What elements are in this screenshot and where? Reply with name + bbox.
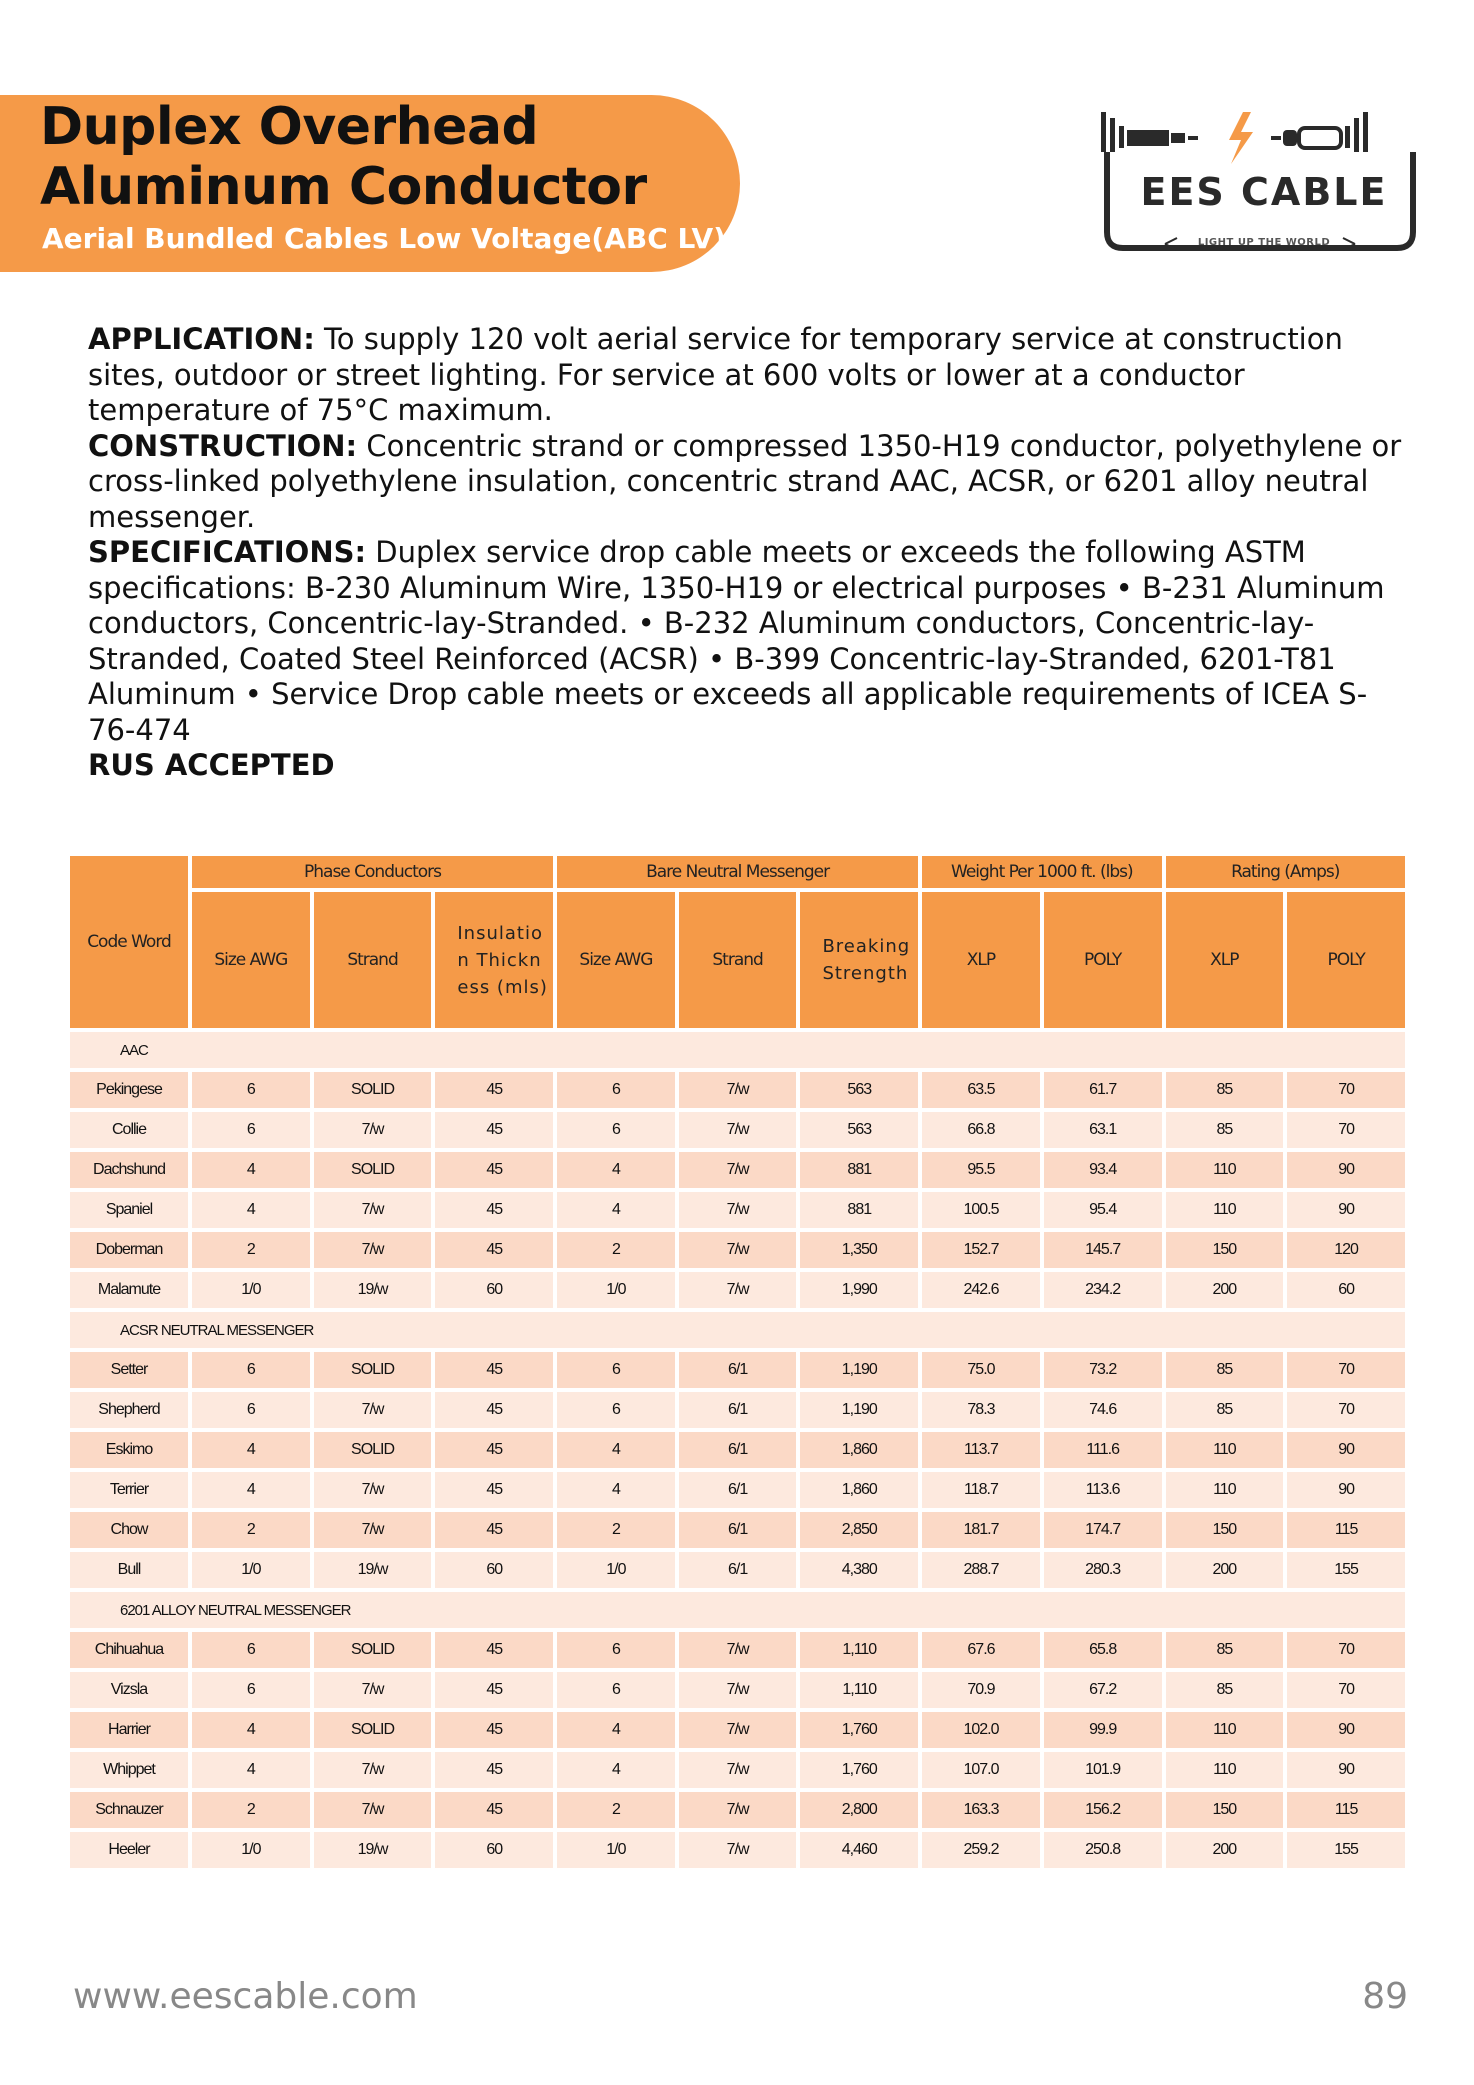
neutral-size-cell: 6 [557,1112,675,1148]
neutral-size-cell: 4 [557,1752,675,1788]
phase-strand-cell: 7/w [314,1232,432,1268]
phase-strand-header: Strand [314,892,432,1028]
phase-size-cell: 6 [192,1672,310,1708]
neutral-strand-cell: 7/w [679,1232,797,1268]
rating-poly-cell: 70 [1287,1632,1405,1668]
neutral-strand-cell: 7/w [679,1712,797,1748]
phase-size-cell: 2 [192,1512,310,1548]
insulation-cell: 45 [435,1152,553,1188]
rus-accepted-label: RUS ACCEPTED [88,748,335,782]
phase-strand-cell: 7/w [314,1192,432,1228]
breaking-strength-cell: 1,760 [800,1712,918,1748]
code-word-cell: Malamute [70,1272,188,1308]
group-header-row [70,856,1405,888]
neutral-strand-cell: 7/w [679,1152,797,1188]
insulation-cell: 45 [435,1432,553,1468]
breaking-strength-cell: 1,350 [800,1232,918,1268]
phase-size-cell: 4 [192,1752,310,1788]
rus-accepted [88,748,1408,784]
breaking-strength-cell: 1,860 [800,1472,918,1508]
neutral-size-cell: 4 [557,1192,675,1228]
application-text: To supply 120 volt aerial service for temporary service at construction sites, outdoor or street lighting. For service at 600 volts or lower at a conductor temperature of 75°C maximum. [88,322,1343,427]
rating-xlp-cell: 110 [1166,1432,1284,1468]
rating-poly-cell: 90 [1287,1712,1405,1748]
phase-size-cell: 6 [192,1072,310,1108]
phase-conductors-header: Phase Conductors [192,856,553,888]
neutral-size-cell: 1/0 [557,1552,675,1588]
section-row [70,1312,1405,1348]
rating-poly-cell: 115 [1287,1512,1405,1548]
rating-poly-cell: 155 [1287,1552,1405,1588]
phase-strand-cell: SOLID [314,1712,432,1748]
neutral-size-cell: 6 [557,1672,675,1708]
neutral-size-cell: 2 [557,1232,675,1268]
weight-poly-cell: 111.6 [1044,1432,1162,1468]
code-word-cell: Heeler [70,1832,188,1868]
table-row [70,1232,1405,1268]
neutral-size-cell: 1/0 [557,1272,675,1308]
phase-size-cell: 1/0 [192,1272,310,1308]
phase-strand-cell: 7/w [314,1792,432,1828]
neutral-size-cell: 6 [557,1072,675,1108]
insulation-cell: 45 [435,1472,553,1508]
neutral-size-cell: 4 [557,1712,675,1748]
code-word-header: Code Word [70,856,188,1028]
code-word-cell: Bull [70,1552,188,1588]
phase-strand-cell: SOLID [314,1152,432,1188]
rating-xlp-cell: 200 [1166,1552,1284,1588]
insulation-cell: 45 [435,1072,553,1108]
footer-website: www.eescable.com [73,1976,418,2017]
weight-xlp-cell: 95.5 [922,1152,1040,1188]
rating-xlp-cell: 85 [1166,1352,1284,1388]
weight-poly-cell: 95.4 [1044,1192,1162,1228]
page-title [40,97,647,217]
phase-size-cell: 4 [192,1432,310,1468]
weight-xlp-cell: 75.0 [922,1352,1040,1388]
code-word-cell: Shepherd [70,1392,188,1428]
weight-xlp-cell: 107.0 [922,1752,1040,1788]
rating-header: Rating (Amps) [1166,856,1406,888]
neutral-strand-cell: 7/w [679,1832,797,1868]
breaking-strength-cell: 1,760 [800,1752,918,1788]
table-row [70,1192,1405,1228]
rating-xlp-cell: 150 [1166,1792,1284,1828]
rating-xlp-cell: 110 [1166,1152,1284,1188]
neutral-size-cell: 1/0 [557,1832,675,1868]
specifications-label: SPECIFICATIONS: [88,535,367,569]
table-row [70,1472,1405,1508]
rating-poly-header: POLY [1287,892,1405,1028]
code-word-cell: Dachshund [70,1152,188,1188]
weight-xlp-cell: 78.3 [922,1392,1040,1428]
neutral-strand-cell: 7/w [679,1792,797,1828]
neutral-strand-cell: 7/w [679,1072,797,1108]
code-word-cell: Schnauzer [70,1792,188,1828]
phase-size-cell: 2 [192,1792,310,1828]
rating-xlp-cell: 200 [1166,1272,1284,1308]
phase-size-cell: 6 [192,1352,310,1388]
phase-strand-cell: 19/w [314,1832,432,1868]
section-row [70,1592,1405,1628]
phase-strand-cell: SOLID [314,1072,432,1108]
neutral-strand-cell: 7/w [679,1192,797,1228]
bare-neutral-header: Bare Neutral Messenger [557,856,918,888]
phase-strand-cell: 7/w [314,1472,432,1508]
neutral-strand-cell: 7/w [679,1672,797,1708]
table-row [70,1512,1405,1548]
neutral-size-cell: 4 [557,1432,675,1468]
neutral-size-cell: 2 [557,1512,675,1548]
rating-poly-cell: 155 [1287,1832,1405,1868]
construction-paragraph [88,429,1408,536]
code-word-cell: Terrier [70,1472,188,1508]
breaking-strength-cell: 2,800 [800,1792,918,1828]
weight-poly-cell: 280.3 [1044,1552,1162,1588]
weight-xlp-cell: 288.7 [922,1552,1040,1588]
table-row [70,1792,1405,1828]
code-word-cell: Eskimo [70,1432,188,1468]
phase-strand-cell: 19/w [314,1272,432,1308]
rating-poly-cell: 70 [1287,1352,1405,1388]
neutral-size-header: Size AWG [557,892,675,1028]
rating-xlp-cell: 150 [1166,1232,1284,1268]
phase-size-cell: 6 [192,1112,310,1148]
neutral-strand-cell: 6/1 [679,1512,797,1548]
phase-size-cell: 1/0 [192,1832,310,1868]
phase-strand-cell: SOLID [314,1352,432,1388]
breaking-strength-cell: 1,110 [800,1632,918,1668]
weight-xlp-cell: 67.6 [922,1632,1040,1668]
rating-xlp-cell: 110 [1166,1192,1284,1228]
weight-poly-cell: 73.2 [1044,1352,1162,1388]
insulation-cell: 45 [435,1632,553,1668]
weight-xlp-cell: 163.3 [922,1792,1040,1828]
rating-xlp-header: XLP [1166,892,1284,1028]
insulation-cell: 45 [435,1192,553,1228]
neutral-size-cell: 2 [557,1792,675,1828]
phase-strand-cell: 7/w [314,1112,432,1148]
code-word-cell: Setter [70,1352,188,1388]
breaking-strength-cell: 881 [800,1152,918,1188]
insulation-cell: 45 [435,1672,553,1708]
weight-poly-cell: 61.7 [1044,1072,1162,1108]
neutral-strand-cell: 6/1 [679,1392,797,1428]
breaking-strength-cell: 1,990 [800,1272,918,1308]
breaking-strength-cell: 881 [800,1192,918,1228]
section-label: AAC [70,1032,1405,1068]
application-paragraph [88,322,1408,429]
phase-size-cell: 6 [192,1392,310,1428]
weight-xlp-cell: 102.0 [922,1712,1040,1748]
page-number: 89 [1362,1976,1408,2017]
rating-poly-cell: 70 [1287,1072,1405,1108]
neutral-strand-cell: 7/w [679,1632,797,1668]
breaking-strength-cell: 563 [800,1072,918,1108]
table-row [70,1632,1405,1668]
insulation-cell: 60 [435,1272,553,1308]
weight-poly-cell: 250.8 [1044,1832,1162,1868]
phase-strand-cell: 19/w [314,1552,432,1588]
phase-size-cell: 1/0 [192,1552,310,1588]
phase-strand-cell: 7/w [314,1672,432,1708]
code-word-cell: Chihuahua [70,1632,188,1668]
weight-xlp-cell: 181.7 [922,1512,1040,1548]
section-row [70,1032,1405,1068]
rating-xlp-cell: 85 [1166,1672,1284,1708]
weight-xlp-cell: 118.7 [922,1472,1040,1508]
insulation-cell: 45 [435,1792,553,1828]
neutral-strand-header: Strand [679,892,797,1028]
specifications-table-wrapper [70,852,1413,1872]
neutral-strand-cell: 6/1 [679,1552,797,1588]
section-label: 6201 ALLOY NEUTRAL MESSENGER [70,1592,1405,1628]
product-description [88,322,1408,784]
rating-poly-cell: 90 [1287,1152,1405,1188]
phase-size-cell: 4 [192,1712,310,1748]
neutral-size-cell: 6 [557,1392,675,1428]
rating-poly-cell: 90 [1287,1752,1405,1788]
neutral-size-cell: 6 [557,1632,675,1668]
specifications-text: Duplex service drop cable meets or exceeds the following ASTM specifications: B-230 Aluminum Wire, 1350-H19 or electrical purposes • B-231 Aluminum conductors, Concentric-lay-Stranded. • B-232 Aluminum conductors, Concentric-lay-Stranded, Coated Steel Reinforced (ACSR) • B-399 Concentric-lay-Stranded, 6201-T81 Aluminum • Service Drop cable meets or exceeds all applicable requirements of ICEA S-76-474 [88,535,1385,747]
rating-poly-cell: 90 [1287,1432,1405,1468]
phase-strand-cell: 7/w [314,1752,432,1788]
page-subtitle: Aerial Bundled Cables Low Voltage(ABC LV) [42,222,726,255]
weight-poly-cell: 234.2 [1044,1272,1162,1308]
phase-size-cell: 2 [192,1232,310,1268]
neutral-size-cell: 4 [557,1152,675,1188]
rating-poly-cell: 120 [1287,1232,1405,1268]
title-line-2: Aluminum Conductor [40,157,647,217]
construction-text: Concentric strand or compressed 1350-H19 conductor, polyethylene or cross-linked polyethylene insulation, concentric strand AAC, ACSR, or 6201 alloy neutral messenger. [88,428,1402,534]
weight-xlp-cell: 259.2 [922,1832,1040,1868]
table-row [70,1832,1405,1868]
code-word-cell: Whippet [70,1752,188,1788]
table-row [70,1752,1405,1788]
table-row [70,1072,1405,1108]
breaking-strength-cell: 2,850 [800,1512,918,1548]
weight-xlp-cell: 70.9 [922,1672,1040,1708]
weight-poly-cell: 74.6 [1044,1392,1162,1428]
insulation-cell: 45 [435,1512,553,1548]
insulation-cell: 60 [435,1832,553,1868]
insulation-cell: 45 [435,1392,553,1428]
weight-xlp-cell: 63.5 [922,1072,1040,1108]
neutral-strand-cell: 6/1 [679,1352,797,1388]
neutral-strand-cell: 7/w [679,1752,797,1788]
specifications-table [66,852,1409,1872]
code-word-cell: Spaniel [70,1192,188,1228]
rating-xlp-cell: 110 [1166,1752,1284,1788]
neutral-strand-cell: 7/w [679,1272,797,1308]
title-line-1: Duplex Overhead [40,97,539,157]
breaking-strength-header: Breaking Strength [800,892,918,1028]
insulation-cell: 45 [435,1352,553,1388]
neutral-size-cell: 4 [557,1472,675,1508]
rating-xlp-cell: 85 [1166,1392,1284,1428]
insulation-cell: 45 [435,1752,553,1788]
rating-poly-cell: 90 [1287,1192,1405,1228]
table-row [70,1432,1405,1468]
weight-xlp-header: XLP [922,892,1040,1028]
rating-xlp-cell: 110 [1166,1712,1284,1748]
phase-strand-cell: SOLID [314,1432,432,1468]
weight-poly-cell: 67.2 [1044,1672,1162,1708]
weight-poly-cell: 174.7 [1044,1512,1162,1548]
breaking-strength-cell: 1,190 [800,1392,918,1428]
phase-size-header: Size AWG [192,892,310,1028]
insulation-thickness-header: Insulation Thickness (mls) [435,892,553,1028]
weight-poly-cell: 63.1 [1044,1112,1162,1148]
application-label: APPLICATION: [88,322,315,356]
rating-xlp-cell: 85 [1166,1632,1284,1668]
weight-poly-cell: 65.8 [1044,1632,1162,1668]
breaking-strength-cell: 1,110 [800,1672,918,1708]
phase-size-cell: 4 [192,1472,310,1508]
breaking-strength-cell: 1,860 [800,1432,918,1468]
insulation-cell: 45 [435,1712,553,1748]
phase-strand-cell: 7/w [314,1512,432,1548]
neutral-strand-cell: 6/1 [679,1472,797,1508]
weight-xlp-cell: 242.6 [922,1272,1040,1308]
phase-size-cell: 6 [192,1632,310,1668]
section-label: ACSR NEUTRAL MESSENGER [70,1312,1405,1348]
company-logo [1095,100,1425,260]
phase-size-cell: 4 [192,1192,310,1228]
table-row [70,1672,1405,1708]
weight-poly-cell: 113.6 [1044,1472,1162,1508]
weight-poly-cell: 101.9 [1044,1752,1162,1788]
logo-tagline: LIGHT UP THE WORLD [1197,237,1331,248]
table-row [70,1352,1405,1388]
rating-poly-cell: 70 [1287,1392,1405,1428]
code-word-cell: Vizsla [70,1672,188,1708]
weight-poly-cell: 99.9 [1044,1712,1162,1748]
phase-strand-cell: SOLID [314,1632,432,1668]
specifications-paragraph [88,535,1408,748]
weight-poly-cell: 156.2 [1044,1792,1162,1828]
weight-xlp-cell: 113.7 [922,1432,1040,1468]
rating-xlp-cell: 110 [1166,1472,1284,1508]
table-row [70,1152,1405,1188]
insulation-cell: 45 [435,1232,553,1268]
table-row [70,1392,1405,1428]
neutral-size-cell: 6 [557,1352,675,1388]
rating-xlp-cell: 150 [1166,1512,1284,1548]
rating-poly-cell: 70 [1287,1112,1405,1148]
insulation-cell: 60 [435,1552,553,1588]
breaking-strength-cell: 4,380 [800,1552,918,1588]
phase-size-cell: 4 [192,1152,310,1188]
breaking-strength-cell: 4,460 [800,1832,918,1868]
code-word-cell: Pekingese [70,1072,188,1108]
weight-xlp-cell: 152.7 [922,1232,1040,1268]
rating-poly-cell: 90 [1287,1472,1405,1508]
table-body [70,1032,1405,1868]
weight-poly-cell: 93.4 [1044,1152,1162,1188]
sub-header-row [70,892,1405,1028]
table-row [70,1112,1405,1148]
logo-wordmark: EES CABLE [1140,170,1388,214]
neutral-strand-cell: 7/w [679,1112,797,1148]
rating-xlp-cell: 200 [1166,1832,1284,1868]
weight-xlp-cell: 66.8 [922,1112,1040,1148]
table-row [70,1712,1405,1748]
rating-poly-cell: 115 [1287,1792,1405,1828]
table-row [70,1272,1405,1308]
rating-poly-cell: 60 [1287,1272,1405,1308]
weight-poly-header: POLY [1044,892,1162,1028]
code-word-cell: Doberman [70,1232,188,1268]
table-row [70,1552,1405,1588]
weight-xlp-cell: 100.5 [922,1192,1040,1228]
weight-header: Weight Per 1000 ft. (lbs) [922,856,1161,888]
code-word-cell: Chow [70,1512,188,1548]
breaking-strength-cell: 1,190 [800,1352,918,1388]
code-word-cell: Collie [70,1112,188,1148]
rating-xlp-cell: 85 [1166,1112,1284,1148]
weight-poly-cell: 145.7 [1044,1232,1162,1268]
neutral-strand-cell: 6/1 [679,1432,797,1468]
phase-strand-cell: 7/w [314,1392,432,1428]
breaking-strength-cell: 563 [800,1112,918,1148]
rating-xlp-cell: 85 [1166,1072,1284,1108]
construction-label: CONSTRUCTION: [88,428,358,463]
rating-poly-cell: 70 [1287,1672,1405,1708]
insulation-cell: 45 [435,1112,553,1148]
code-word-cell: Harrier [70,1712,188,1748]
